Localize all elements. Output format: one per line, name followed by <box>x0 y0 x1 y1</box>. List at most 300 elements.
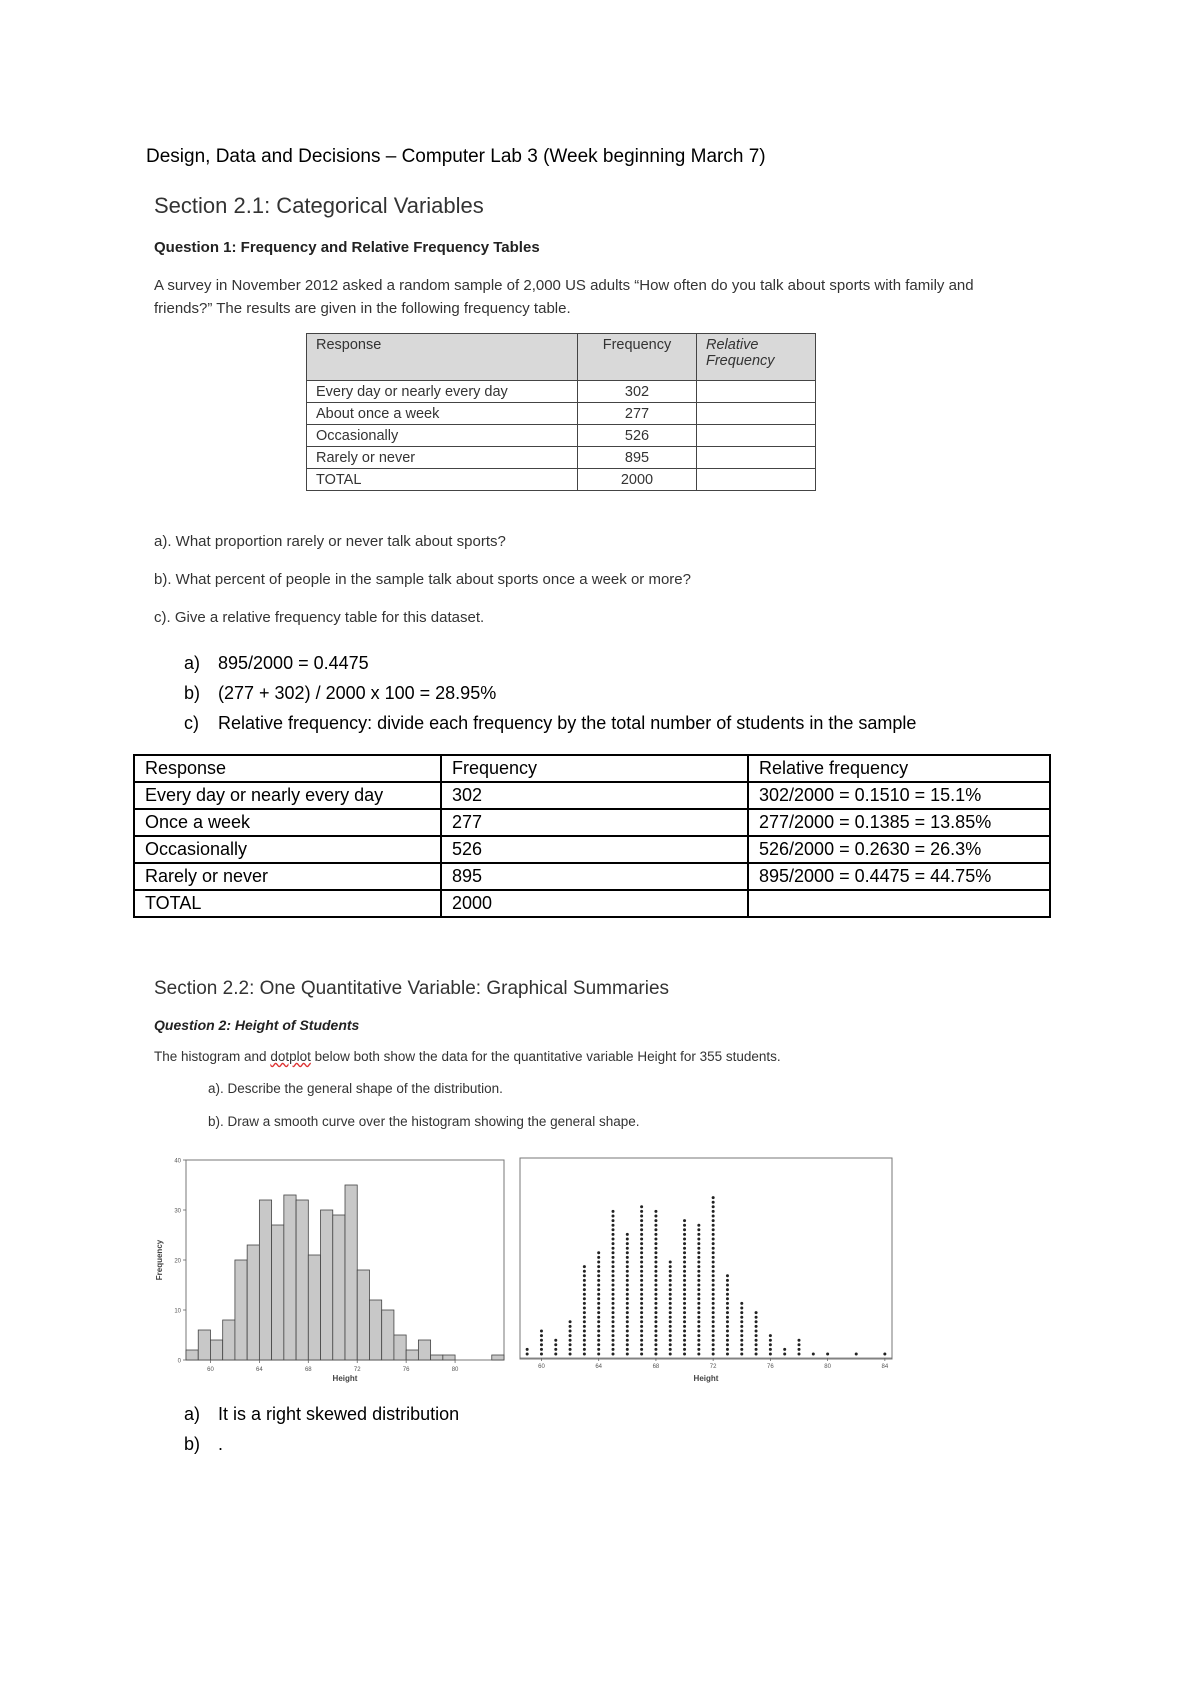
dotplot-point <box>683 1320 686 1323</box>
dotplot-point <box>583 1316 586 1319</box>
question-1b: b). What percent of people in the sample talk about sports once a week or more? <box>154 571 691 588</box>
dotplot-point <box>612 1224 615 1227</box>
dotplot-point <box>640 1265 643 1268</box>
dotplot-point <box>712 1247 715 1250</box>
dotplot-point <box>612 1238 615 1241</box>
dotplot-point <box>597 1261 600 1264</box>
dotplot-point <box>626 1320 629 1323</box>
dotplot-point <box>683 1228 686 1231</box>
dotplot-point <box>726 1293 729 1296</box>
answer-label: b) <box>184 1434 201 1454</box>
question-2b: b). Draw a smooth curve over the histogram showing the general shape. <box>208 1114 640 1129</box>
dotplot-point <box>697 1325 700 1328</box>
dotplot-point <box>683 1353 686 1356</box>
dotplot-point <box>626 1233 629 1236</box>
dotplot-axes <box>520 1358 892 1370</box>
dotplot-point <box>597 1334 600 1337</box>
cell-relative: 526/2000 = 0.2630 = 26.3% <box>748 836 1050 863</box>
dotplot-point <box>612 1316 615 1319</box>
dotplot-point <box>726 1339 729 1342</box>
dotplot-point <box>612 1228 615 1231</box>
dotplot-point <box>640 1233 643 1236</box>
dotplot-point <box>612 1293 615 1296</box>
histogram-bar <box>382 1310 394 1360</box>
dotplot-x-tick-label: 60 <box>538 1364 545 1370</box>
table-header-row <box>307 334 816 381</box>
histogram-bar <box>186 1350 198 1360</box>
dotplot-point <box>626 1339 629 1342</box>
histogram-x-tick-label: 80 <box>451 1367 459 1373</box>
dotplot-point <box>697 1247 700 1250</box>
dotplot-point <box>583 1343 586 1346</box>
histogram-bar <box>431 1355 443 1360</box>
histogram-bar <box>394 1335 406 1360</box>
dotplot-point <box>755 1311 758 1314</box>
dotplot-point <box>697 1330 700 1333</box>
histogram-x-label: Height <box>332 1374 358 1383</box>
dotplot-point <box>612 1215 615 1218</box>
dotplot-point <box>697 1228 700 1231</box>
dotplot-point <box>640 1339 643 1342</box>
dotplot-point <box>626 1238 629 1241</box>
dotplot-point <box>683 1219 686 1222</box>
dotplot-point <box>712 1343 715 1346</box>
dotplot-point <box>755 1353 758 1356</box>
dotplot-point <box>640 1251 643 1254</box>
dotplot-point <box>654 1238 657 1241</box>
cell-frequency: 277 <box>578 403 697 425</box>
dotplot-point <box>855 1353 858 1356</box>
dotplot-point <box>683 1302 686 1305</box>
cell-response: Occasionally <box>134 836 441 863</box>
dotplot-point <box>569 1320 572 1323</box>
dotplot-point <box>597 1297 600 1300</box>
dotplot-point <box>683 1307 686 1310</box>
dotplot-point <box>612 1325 615 1328</box>
dotplot-point <box>740 1348 743 1351</box>
dotplot-point <box>640 1293 643 1296</box>
frequency-table <box>306 333 816 491</box>
dotplot-point <box>712 1348 715 1351</box>
dotplot-point <box>726 1279 729 1282</box>
dotplot-point <box>597 1284 600 1287</box>
dotplot-point <box>569 1353 572 1356</box>
dotplot-point <box>697 1265 700 1268</box>
dotplot-point <box>712 1224 715 1227</box>
dotplot-point <box>612 1307 615 1310</box>
dotplot-point <box>612 1251 615 1254</box>
dotplot-point <box>669 1311 672 1314</box>
table-header-row <box>134 755 1050 782</box>
dotplot-point <box>697 1320 700 1323</box>
dotplot-point <box>712 1330 715 1333</box>
answer-1c <box>184 713 916 734</box>
dotplot-point <box>540 1353 543 1356</box>
dotplot-point <box>683 1233 686 1236</box>
table-row <box>307 447 816 469</box>
dotplot-point <box>697 1293 700 1296</box>
dotplot-point <box>569 1343 572 1346</box>
dotplot-point <box>712 1297 715 1300</box>
dotplot-point <box>697 1311 700 1314</box>
dotplot-point <box>626 1247 629 1250</box>
header-frequency: Frequency <box>578 334 697 381</box>
dotplot-point <box>726 1325 729 1328</box>
dotplot-point <box>554 1339 557 1342</box>
table-row <box>307 469 816 491</box>
question-2a: a). Describe the general shape of the distribution. <box>208 1081 503 1096</box>
histogram-y-label: Frequency <box>155 1239 164 1281</box>
dotplot-point <box>612 1219 615 1222</box>
dotplot-point <box>669 1261 672 1264</box>
histogram-bar <box>284 1195 296 1360</box>
dotplot-point <box>640 1348 643 1351</box>
dotplot-point <box>540 1343 543 1346</box>
dotplot-point <box>640 1215 643 1218</box>
dotplot-x-tick-label: 84 <box>881 1364 889 1370</box>
dotplot-point <box>755 1343 758 1346</box>
dotplot-point <box>626 1302 629 1305</box>
header-response: Response <box>134 755 441 782</box>
dotplot-point <box>540 1348 543 1351</box>
dotplot-point <box>697 1307 700 1310</box>
dotplot-point <box>654 1228 657 1231</box>
dotplot-point <box>712 1307 715 1310</box>
cell-frequency: 302 <box>441 782 748 809</box>
dotplot-point <box>683 1224 686 1227</box>
dotplot-point <box>669 1330 672 1333</box>
dotplot-point <box>683 1279 686 1282</box>
dotplot-x-tick-label: 64 <box>595 1364 603 1370</box>
dotplot-point <box>726 1353 729 1356</box>
dotplot-point <box>669 1270 672 1273</box>
dotplot-point <box>654 1334 657 1337</box>
dotplot-point <box>612 1330 615 1333</box>
dotplot-point <box>640 1247 643 1250</box>
dotplot-point <box>740 1339 743 1342</box>
question-1-intro <box>154 274 1054 320</box>
dotplot-point <box>583 1320 586 1323</box>
dotplot-point <box>712 1261 715 1264</box>
question-2-title: Question 2: Height of Students <box>154 1017 360 1033</box>
dotplot-point <box>612 1256 615 1259</box>
dotplot-point <box>640 1274 643 1277</box>
dotplot-point <box>597 1339 600 1342</box>
histogram-bar <box>247 1245 259 1360</box>
dotplot-point <box>654 1256 657 1259</box>
dotplot-point <box>640 1219 643 1222</box>
dotplot-point <box>612 1348 615 1351</box>
dotplot-point <box>726 1348 729 1351</box>
cell-relative: 895/2000 = 0.4475 = 44.75% <box>748 863 1050 890</box>
dotplot-point <box>669 1339 672 1342</box>
dotplot-point <box>626 1353 629 1356</box>
dotplot-point <box>612 1210 615 1213</box>
dotplot-point <box>626 1307 629 1310</box>
dotplot-point <box>683 1334 686 1337</box>
dotplot-point <box>697 1302 700 1305</box>
dotplot-point <box>626 1251 629 1254</box>
dotplot-point <box>712 1274 715 1277</box>
dotplot-point <box>683 1339 686 1342</box>
header-frequency: Frequency <box>441 755 748 782</box>
histogram-bar <box>369 1300 381 1360</box>
dotplot-point <box>654 1325 657 1328</box>
dotplot-point <box>612 1302 615 1305</box>
dotplot-x-tick-label: 72 <box>709 1364 717 1370</box>
answer-text: 895/2000 = 0.4475 <box>218 653 369 673</box>
dotplot-point <box>683 1348 686 1351</box>
dotplot-point <box>697 1261 700 1264</box>
dotplot-point <box>569 1339 572 1342</box>
dotplot-point <box>669 1279 672 1282</box>
dotplot-point <box>612 1265 615 1268</box>
answer-label: a) <box>184 653 201 673</box>
histogram-bar <box>492 1355 504 1360</box>
dotplot-point <box>640 1334 643 1337</box>
dotplot-point <box>740 1320 743 1323</box>
dotplot-point <box>626 1311 629 1314</box>
dotplot-point <box>697 1256 700 1259</box>
dotplot-point <box>626 1293 629 1296</box>
dotplot-point <box>654 1274 657 1277</box>
dotplot-point <box>640 1224 643 1227</box>
dotplot-point <box>583 1353 586 1356</box>
dotplot-point <box>740 1307 743 1310</box>
dotplot-point <box>697 1339 700 1342</box>
dotplot-point <box>683 1251 686 1254</box>
question-2-intro <box>154 1049 781 1064</box>
dotplot-point <box>726 1288 729 1291</box>
answer-label: a) <box>184 1404 201 1424</box>
dotplot-points <box>526 1196 887 1355</box>
dotplot-point <box>612 1311 615 1314</box>
cell-frequency: 895 <box>578 447 697 469</box>
dotplot-point <box>683 1297 686 1300</box>
question-1a: a). What proportion rarely or never talk about sports? <box>154 533 506 550</box>
dotplot-point <box>769 1334 772 1337</box>
dotplot-point <box>640 1343 643 1346</box>
dotplot-point <box>654 1343 657 1346</box>
question-1c: c). Give a relative frequency table for this dataset. <box>154 609 485 626</box>
dotplot-point <box>669 1334 672 1337</box>
header-response: Response <box>307 334 578 381</box>
height-histogram <box>150 1155 510 1385</box>
dotplot-point <box>569 1348 572 1351</box>
answer-text: Relative frequency: divide each frequency by the total number of students in the sample <box>218 713 917 733</box>
dotplot-point <box>640 1307 643 1310</box>
dotplot-point <box>640 1284 643 1287</box>
dotplot-point <box>712 1353 715 1356</box>
dotplot-point <box>612 1339 615 1342</box>
dotplot-point <box>669 1284 672 1287</box>
dotplot-point <box>712 1311 715 1314</box>
dotplot-point <box>726 1343 729 1346</box>
dotplot-point <box>712 1196 715 1199</box>
dotplot-point <box>683 1270 686 1273</box>
document-header: Design, Data and Decisions – Computer Lab 3 (Week beginning March 7) <box>146 146 766 167</box>
dotplot-point <box>640 1256 643 1259</box>
dotplot-point <box>726 1274 729 1277</box>
histogram-bar <box>308 1255 320 1360</box>
dotplot-point <box>683 1284 686 1287</box>
dotplot-point <box>769 1339 772 1342</box>
table-row <box>134 836 1050 863</box>
cell-relative <box>748 890 1050 917</box>
dotplot-point <box>712 1339 715 1342</box>
cell-relative <box>697 381 816 403</box>
dotplot-point <box>612 1353 615 1356</box>
dotplot-point <box>597 1307 600 1310</box>
dotplot-point <box>612 1343 615 1346</box>
dotplot-point <box>597 1316 600 1319</box>
dotplot-point <box>640 1238 643 1241</box>
dotplot-point <box>697 1270 700 1273</box>
cell-frequency: 302 <box>578 381 697 403</box>
dotplot-point <box>612 1247 615 1250</box>
dotplot-point <box>597 1293 600 1296</box>
dotplot-point <box>712 1293 715 1296</box>
dotplot-point <box>654 1316 657 1319</box>
dotplot-point <box>640 1316 643 1319</box>
dotplot-point <box>597 1274 600 1277</box>
dotplot-point <box>597 1325 600 1328</box>
intro-line-2: friends?” The results are given in the following frequency table. <box>154 300 571 317</box>
dotplot-point <box>626 1274 629 1277</box>
dotplot-point <box>583 1284 586 1287</box>
cell-response: Occasionally <box>307 425 578 447</box>
dotplot-point <box>683 1316 686 1319</box>
dotplot-point <box>669 1316 672 1319</box>
answer-1b <box>184 683 496 704</box>
dotplot-point <box>597 1320 600 1323</box>
dotplot-point <box>683 1288 686 1291</box>
dotplot-point <box>640 1288 643 1291</box>
dotplot-point <box>612 1274 615 1277</box>
dotplot-point <box>712 1325 715 1328</box>
dotplot-point <box>654 1302 657 1305</box>
dotplot-point <box>683 1293 686 1296</box>
dotplot-point <box>883 1353 886 1356</box>
intro-text: The histogram and <box>154 1049 271 1064</box>
dotplot-point <box>697 1279 700 1282</box>
dotplot-point <box>583 1325 586 1328</box>
header-relative-frequency: Relative frequency <box>748 755 1050 782</box>
height-dotplot <box>518 1155 898 1385</box>
dotplot-point <box>640 1302 643 1305</box>
dotplot-point <box>712 1316 715 1319</box>
dotplot-point <box>597 1288 600 1291</box>
question-1-title: Question 1: Frequency and Relative Frequency Tables <box>154 239 540 256</box>
dotplot-point <box>583 1288 586 1291</box>
dotplot-point <box>712 1238 715 1241</box>
dotplot-point <box>712 1210 715 1213</box>
dotplot-point <box>669 1302 672 1305</box>
dotplot-point <box>669 1293 672 1296</box>
dotplot-point <box>612 1288 615 1291</box>
dotplot-point <box>712 1320 715 1323</box>
table-row <box>134 809 1050 836</box>
dotplot-point <box>726 1297 729 1300</box>
dotplot-point <box>826 1353 829 1356</box>
dotplot-point <box>626 1348 629 1351</box>
dotplot-point <box>583 1307 586 1310</box>
dotplot-point <box>726 1302 729 1305</box>
dotplot-point <box>597 1251 600 1254</box>
dotplot-point <box>683 1238 686 1241</box>
cell-frequency: 277 <box>441 809 748 836</box>
dotplot-point <box>569 1325 572 1328</box>
dotplot-x-label: Height <box>693 1374 719 1383</box>
dotplot-point <box>583 1297 586 1300</box>
cell-frequency: 2000 <box>578 469 697 491</box>
dotplot-point <box>654 1210 657 1213</box>
dotplot-point <box>554 1353 557 1356</box>
dotplot-x-tick-label: 68 <box>652 1364 660 1370</box>
dotplot-point <box>697 1288 700 1291</box>
table-row <box>134 782 1050 809</box>
dotplot-point <box>712 1288 715 1291</box>
dotplot-point <box>755 1325 758 1328</box>
dotplot-point <box>654 1224 657 1227</box>
cell-response: TOTAL <box>134 890 441 917</box>
cell-relative <box>697 403 816 425</box>
answer-text: It is a right skewed distribution <box>218 1404 460 1424</box>
dotplot-point <box>798 1343 801 1346</box>
histogram-bar <box>418 1340 430 1360</box>
dotplot-point <box>597 1348 600 1351</box>
dotplot-point <box>654 1261 657 1264</box>
dotplot-point <box>740 1325 743 1328</box>
dotplot-point <box>583 1311 586 1314</box>
dotplot-point <box>697 1334 700 1337</box>
histogram-bars <box>186 1185 504 1360</box>
dotplot-point <box>755 1320 758 1323</box>
dotplot-point <box>740 1334 743 1337</box>
histogram-bar <box>296 1200 308 1360</box>
cell-relative <box>697 469 816 491</box>
histogram-bar <box>406 1350 418 1360</box>
intro-dotplot-word: dotplot <box>270 1049 311 1064</box>
dotplot-point <box>697 1233 700 1236</box>
answer-text: . <box>218 1434 224 1454</box>
histogram-bar <box>357 1270 369 1360</box>
dotplot-point <box>812 1353 815 1356</box>
dotplot-point <box>640 1228 643 1231</box>
dotplot-point <box>597 1302 600 1305</box>
cell-response: About once a week <box>307 403 578 425</box>
dotplot-point <box>712 1233 715 1236</box>
dotplot-point <box>740 1343 743 1346</box>
dotplot-point <box>626 1279 629 1282</box>
dotplot-point <box>669 1325 672 1328</box>
dotplot-point <box>640 1353 643 1356</box>
dotplot-point <box>612 1320 615 1323</box>
dotplot-point <box>669 1274 672 1277</box>
histogram-x-tick-label: 64 <box>256 1367 263 1373</box>
cell-response: Rarely or never <box>134 863 441 890</box>
dotplot-point <box>654 1288 657 1291</box>
table-row <box>134 863 1050 890</box>
dotplot-point <box>583 1348 586 1351</box>
dotplot-point <box>640 1210 643 1213</box>
dotplot-point <box>669 1297 672 1300</box>
cell-relative: 302/2000 = 0.1510 = 15.1% <box>748 782 1050 809</box>
dotplot-point <box>540 1339 543 1342</box>
dotplot-point <box>654 1311 657 1314</box>
histogram-bar <box>333 1215 345 1360</box>
cell-relative <box>697 447 816 469</box>
